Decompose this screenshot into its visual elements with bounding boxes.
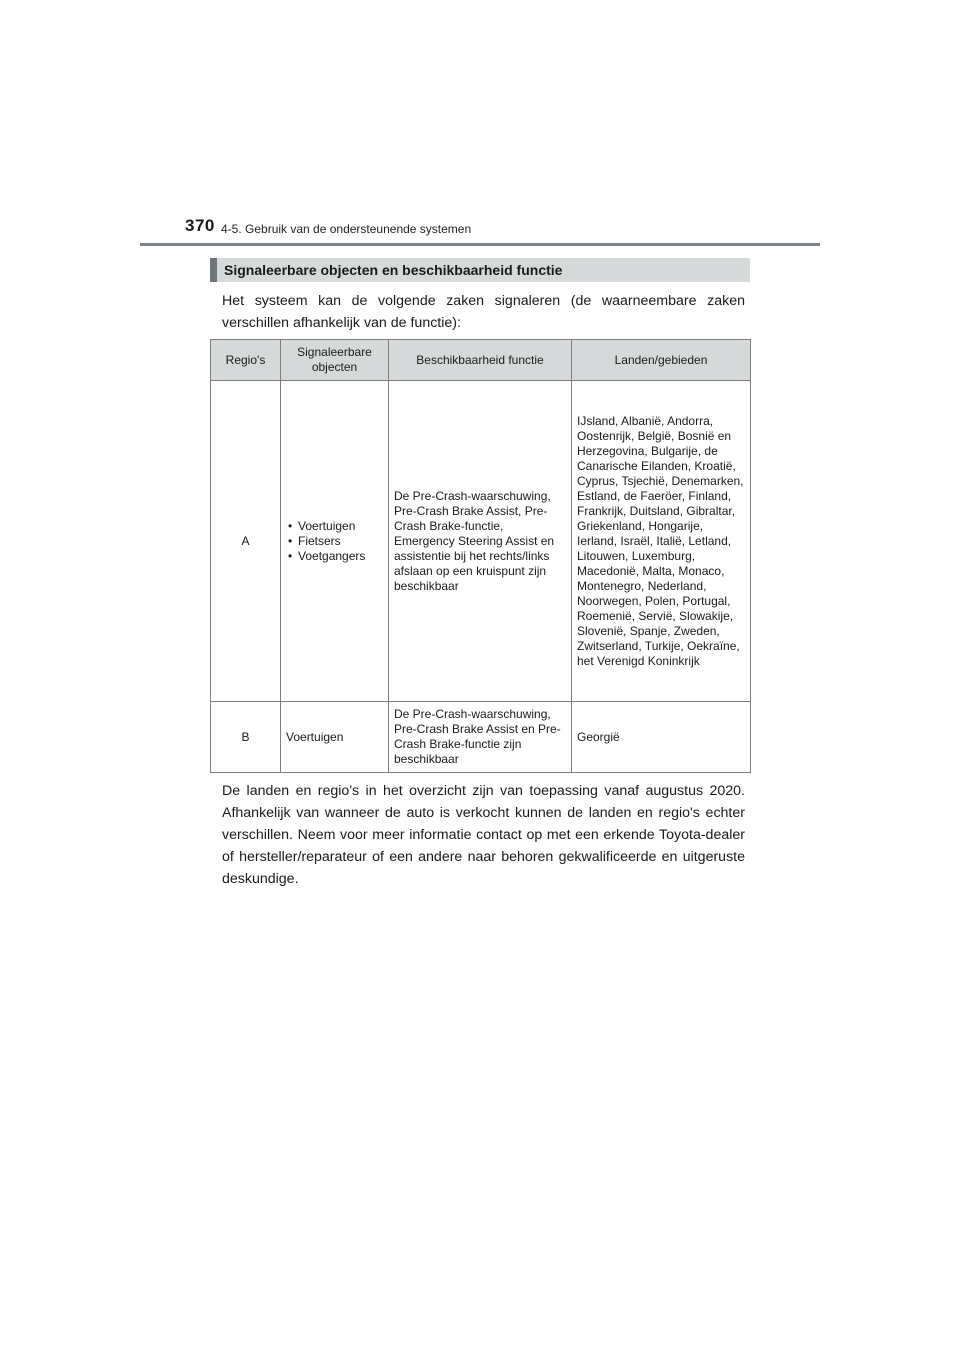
header-rule [140,243,820,246]
countries-cell: IJsland, Albanië, Andorra, Oostenrijk, België, Bosnië en Herzegovina, Bulgarije, de Canarische Eilanden, Kroatië, Cyprus, Tsjechië, Denemarken, Estland, de Faeröer, Finland, Frankrijk, Duitsland, Gibraltar, Griekenland, Hongarije, Ierland, Israël, Italië, Letland, Litouwen, Luxemburg, Macedonië, Malta, Monaco, Montenegro, Nederland, Noorwegen, Polen, Portugal, Roemenië, Servië, Slowakije, Slovenië, Spanje, Zweden, Zwitserland, Turkije, Oekraïne, het Verenigd Koninkrijk [572,381,751,702]
subheading: Signaleerbare objecten en beschikbaarheid functie [210,258,750,282]
table-header-row [211,340,751,381]
header-availability: Beschikbaarheid functie [389,340,572,381]
table-row [211,381,751,702]
countries-cell: Georgië [572,702,751,773]
objects-list [286,519,383,564]
list-item: • Voetgangers [286,549,383,564]
header-objects: Signaleerbare objecten [281,340,389,381]
page-number: 370 [185,216,215,235]
list-item: • Fietsers [286,534,383,549]
region-cell: A [211,381,281,702]
table-row [211,702,751,773]
list-item: • Voertuigen [286,519,383,534]
availability-cell: De Pre-Crash-waarschuwing, Pre-Crash Brake Assist en Pre-Crash Brake-functie zijn beschikbaar [389,702,572,773]
header-countries: Landen/gebieden [572,340,751,381]
availability-table [210,339,751,773]
region-cell: B [211,702,281,773]
intro-paragraph: Het systeem kan de volgende zaken signaleren (de waarneembare zaken verschillen afhankelijk van de functie): [222,293,745,331]
objects-cell [281,381,389,702]
header-regions: Regio's [211,340,281,381]
section-title: 4-5. Gebruik van de ondersteunende systemen [221,222,472,236]
objects-cell: Voertuigen [281,702,389,773]
outro-paragraph: De landen en regio's in het overzicht zijn van toepassing vanaf augustus 2020. Afhankelijk van wanneer de auto is verkocht kunnen de landen en regio's echter verschillen. Neem voor meer informatie contact op met een erkende Toyota-dealer of hersteller/reparateur of een andere naar behoren gekwalificeerde en uitgeruste deskundige. [222,783,745,887]
availability-cell: De Pre-Crash-waarschuwing, Pre-Crash Brake Assist, Pre-Crash Brake-functie, Emergency Steering Assist en assistentie bij het rechts/links afslaan op een kruispunt zijn beschikbaar [389,381,572,702]
